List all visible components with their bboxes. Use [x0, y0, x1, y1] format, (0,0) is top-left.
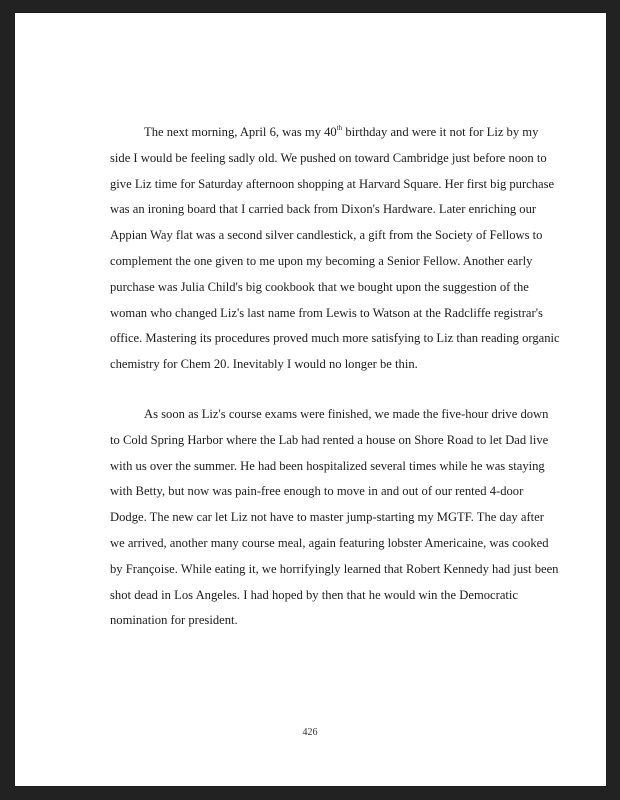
- paragraph-2: [110, 402, 559, 634]
- paragraph-line: woman who changed Liz's last name from Lewis to Watson at the Radcliffe registrar's: [110, 305, 543, 320]
- paragraph-line: was an ironing board that I carried back from Dixon's Hardware. Later enriching our: [110, 202, 537, 217]
- paragraph-line: we arrived, another many course meal, again featuring lobster Americaine, was cooked: [110, 535, 549, 550]
- paragraph-line: complement the one given to me upon my becoming a Senior Fellow. Another early: [110, 253, 533, 268]
- paragraph-line: Appian Way flat was a second silver candlestick, a gift from the Society of Fellows to: [110, 228, 543, 243]
- paragraph-line: with Betty, but now was pain-free enough to move in and out of our rented 4-door: [110, 484, 524, 499]
- superscript: th: [336, 124, 343, 132]
- paragraph-line: purchase was Julia Child's big cookbook that we bought upon the suggestion of the: [110, 279, 529, 294]
- paragraph-line: The next morning, April 6, was my 40th birthday and were it not for Liz by my: [144, 124, 539, 139]
- paragraph-line: chemistry for Chem 20. Inevitably I would no longer be thin.: [110, 357, 418, 372]
- paragraph-line: with us over the summer. He had been hospitalized several times while he was staying: [110, 458, 545, 473]
- page-number: 426: [302, 727, 318, 738]
- paragraph-1: [110, 120, 560, 378]
- paragraph-line: to Cold Spring Harbor where the Lab had rented a house on Shore Road to let Dad live: [110, 432, 549, 447]
- paragraph-line: Dodge. The new car let Liz not have to master jump-starting my MGTF. The day after: [110, 510, 544, 525]
- paragraph-line: office. Mastering its procedures proved much more satisfying to Liz than reading organic: [110, 331, 560, 346]
- paragraph-line: by Françoise. While eating it, we horrifyingly learned that Robert Kennedy had just been: [110, 561, 559, 576]
- paragraph-line: side I would be feeling sadly old. We pushed on toward Cambridge just before noon to: [110, 150, 547, 165]
- paragraph-line: shot dead in Los Angeles. I had hoped by then that he would win the Democratic: [110, 587, 518, 602]
- paragraph-line: As soon as Liz's course exams were finished, we made the five-hour drive down: [144, 407, 549, 421]
- paragraph-line: nomination for president.: [110, 613, 238, 628]
- paragraph-line: give Liz time for Saturday afternoon shopping at Harvard Square. Her first big purchase: [110, 176, 555, 191]
